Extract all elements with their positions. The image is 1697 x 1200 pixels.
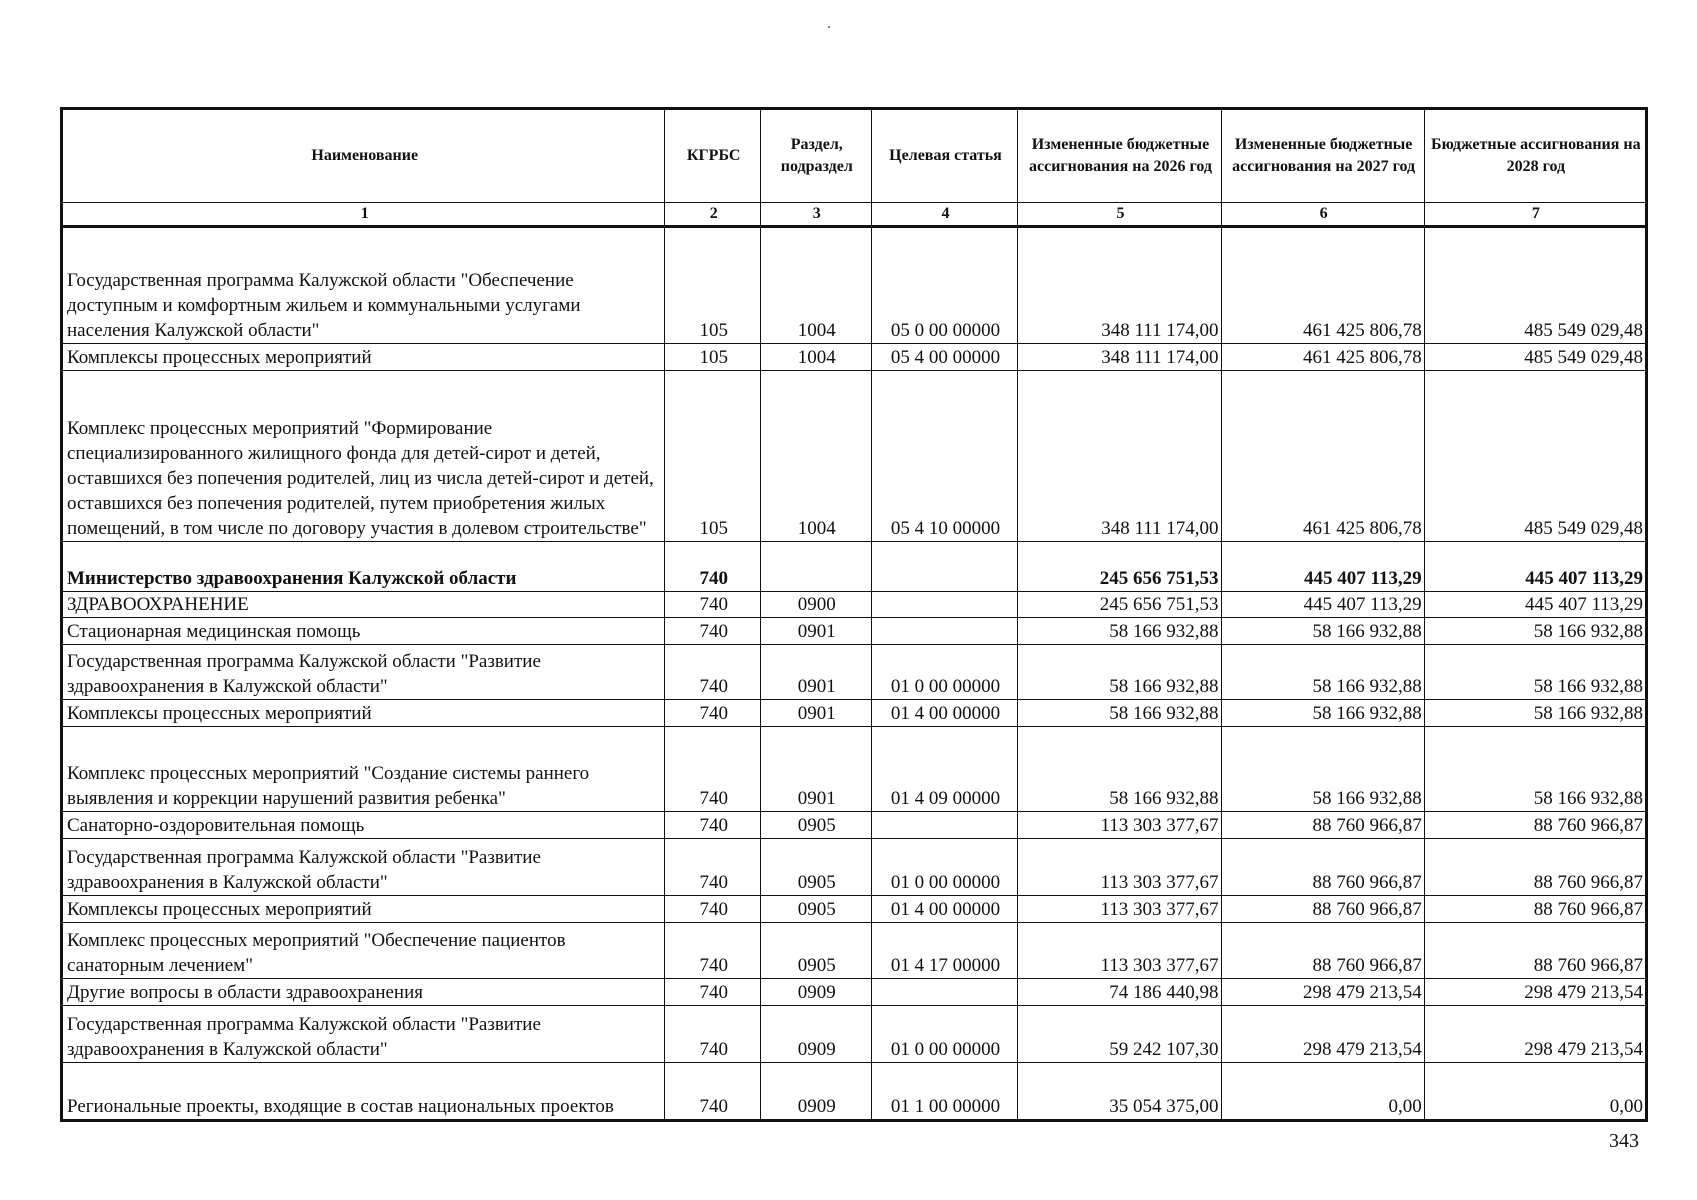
row-section: 0909 bbox=[760, 1006, 871, 1063]
row-kgrbs: 740 bbox=[665, 923, 761, 979]
row-kgrbs: 740 bbox=[665, 1063, 761, 1121]
row-amount-2027: 58 166 932,88 bbox=[1221, 645, 1424, 700]
row-amount-2028: 445 407 113,29 bbox=[1424, 592, 1646, 618]
row-amount-2028: 58 166 932,88 bbox=[1424, 645, 1646, 700]
row-target-article: 01 0 00 00000 bbox=[871, 839, 1018, 896]
row-amount-2028: 485 549 029,48 bbox=[1424, 227, 1646, 344]
row-name: Министерство здравоохранения Калужской области bbox=[62, 542, 665, 592]
row-amount-2028: 88 760 966,87 bbox=[1424, 896, 1646, 923]
row-kgrbs: 740 bbox=[665, 896, 761, 923]
table-row bbox=[62, 727, 1647, 812]
row-amount-2028: 88 760 966,87 bbox=[1424, 812, 1646, 839]
row-name: Комплексы процессных мероприятий bbox=[62, 344, 665, 371]
column-number-row bbox=[62, 203, 1647, 227]
row-target-article: 01 1 00 00000 bbox=[871, 1063, 1018, 1121]
row-kgrbs: 740 bbox=[665, 592, 761, 618]
row-target-article: 01 0 00 00000 bbox=[871, 645, 1018, 700]
page-number: 343 bbox=[1609, 1130, 1639, 1152]
row-name: Региональные проекты, входящие в состав национальных проектов bbox=[62, 1063, 665, 1121]
row-amount-2028: 485 549 029,48 bbox=[1424, 344, 1646, 371]
row-section: 0905 bbox=[760, 812, 871, 839]
row-name: Комплекс процессных мероприятий "Обеспечение пациентов санаторным лечением" bbox=[62, 923, 665, 979]
row-name: Государственная программа Калужской области "Развитие здравоохранения в Калужской области" bbox=[62, 1006, 665, 1063]
row-section: 0901 bbox=[760, 700, 871, 727]
column-number: 3 bbox=[760, 203, 871, 227]
table-row bbox=[62, 542, 1647, 592]
row-name: ЗДРАВООХРАНЕНИЕ bbox=[62, 592, 665, 618]
header-name: Наименование bbox=[62, 109, 665, 203]
row-name: Санаторно-оздоровительная помощь bbox=[62, 812, 665, 839]
row-amount-2026: 113 303 377,67 bbox=[1018, 923, 1221, 979]
row-section: 0909 bbox=[760, 979, 871, 1006]
row-amount-2028: 445 407 113,29 bbox=[1424, 542, 1646, 592]
table-row bbox=[62, 227, 1647, 344]
row-section: 0901 bbox=[760, 727, 871, 812]
row-section: 0900 bbox=[760, 592, 871, 618]
row-section bbox=[760, 542, 871, 592]
row-amount-2026: 113 303 377,67 bbox=[1018, 839, 1221, 896]
row-section: 0909 bbox=[760, 1063, 871, 1121]
row-name: Комплекс процессных мероприятий "Создание системы раннего выявления и коррекции нарушений развития ребенка" bbox=[62, 727, 665, 812]
table-row bbox=[62, 923, 1647, 979]
row-kgrbs: 740 bbox=[665, 700, 761, 727]
row-name: Комплексы процессных мероприятий bbox=[62, 896, 665, 923]
header-row bbox=[62, 109, 1647, 203]
row-amount-2028: 298 479 213,54 bbox=[1424, 1006, 1646, 1063]
header-2028: Бюджетные ассигнования на 2028 год bbox=[1424, 109, 1646, 203]
column-number: 6 bbox=[1221, 203, 1424, 227]
header-target-article: Целевая статья bbox=[871, 109, 1018, 203]
row-kgrbs: 740 bbox=[665, 542, 761, 592]
row-kgrbs: 740 bbox=[665, 812, 761, 839]
table-row bbox=[62, 592, 1647, 618]
row-amount-2027: 445 407 113,29 bbox=[1221, 592, 1424, 618]
header-2026: Измененные бюджетные ассигнования на 2026 год bbox=[1018, 109, 1221, 203]
row-kgrbs: 105 bbox=[665, 227, 761, 344]
row-amount-2027: 461 425 806,78 bbox=[1221, 371, 1424, 542]
row-amount-2028: 58 166 932,88 bbox=[1424, 618, 1646, 645]
row-target-article: 05 4 10 00000 bbox=[871, 371, 1018, 542]
row-amount-2026: 245 656 751,53 bbox=[1018, 592, 1221, 618]
row-section: 1004 bbox=[760, 371, 871, 542]
header-section: Раздел, подраздел bbox=[760, 109, 871, 203]
row-amount-2027: 445 407 113,29 bbox=[1221, 542, 1424, 592]
row-target-article: 01 0 00 00000 bbox=[871, 1006, 1018, 1063]
table-body bbox=[62, 227, 1647, 1121]
row-amount-2026: 113 303 377,67 bbox=[1018, 896, 1221, 923]
row-amount-2026: 58 166 932,88 bbox=[1018, 700, 1221, 727]
row-kgrbs: 740 bbox=[665, 727, 761, 812]
row-amount-2026: 348 111 174,00 bbox=[1018, 371, 1221, 542]
row-amount-2026: 58 166 932,88 bbox=[1018, 727, 1221, 812]
row-amount-2027: 298 479 213,54 bbox=[1221, 979, 1424, 1006]
row-amount-2026: 35 054 375,00 bbox=[1018, 1063, 1221, 1121]
row-amount-2027: 461 425 806,78 bbox=[1221, 227, 1424, 344]
row-section: 1004 bbox=[760, 227, 871, 344]
row-section: 0905 bbox=[760, 923, 871, 979]
row-section: 0905 bbox=[760, 896, 871, 923]
row-section: 0901 bbox=[760, 618, 871, 645]
row-name: Государственная программа Калужской области "Развитие здравоохранения в Калужской области" bbox=[62, 839, 665, 896]
row-amount-2028: 298 479 213,54 bbox=[1424, 979, 1646, 1006]
row-name: Стационарная медицинская помощь bbox=[62, 618, 665, 645]
row-target-article: 05 4 00 00000 bbox=[871, 344, 1018, 371]
row-target-article: 01 4 09 00000 bbox=[871, 727, 1018, 812]
table-row bbox=[62, 344, 1647, 371]
row-name: Государственная программа Калужской области "Развитие здравоохранения в Калужской области" bbox=[62, 645, 665, 700]
row-amount-2026: 348 111 174,00 bbox=[1018, 344, 1221, 371]
row-amount-2026: 58 166 932,88 bbox=[1018, 645, 1221, 700]
budget-table bbox=[60, 107, 1648, 1122]
table-row bbox=[62, 812, 1647, 839]
column-number: 7 bbox=[1424, 203, 1646, 227]
row-amount-2027: 88 760 966,87 bbox=[1221, 896, 1424, 923]
row-target-article bbox=[871, 542, 1018, 592]
row-amount-2026: 113 303 377,67 bbox=[1018, 812, 1221, 839]
row-kgrbs: 740 bbox=[665, 1006, 761, 1063]
row-amount-2027: 0,00 bbox=[1221, 1063, 1424, 1121]
table-row bbox=[62, 371, 1647, 542]
row-target-article bbox=[871, 618, 1018, 645]
row-section: 1004 bbox=[760, 344, 871, 371]
row-amount-2027: 88 760 966,87 bbox=[1221, 839, 1424, 896]
row-amount-2028: 485 549 029,48 bbox=[1424, 371, 1646, 542]
row-amount-2028: 58 166 932,88 bbox=[1424, 727, 1646, 812]
row-amount-2026: 58 166 932,88 bbox=[1018, 618, 1221, 645]
row-target-article bbox=[871, 812, 1018, 839]
table-row bbox=[62, 979, 1647, 1006]
table-row bbox=[62, 1063, 1647, 1121]
row-target-article: 05 0 00 00000 bbox=[871, 227, 1018, 344]
row-name: Государственная программа Калужской области "Обеспечение доступным и комфортным жильем и коммунальными услугами населения Калужской области" bbox=[62, 227, 665, 344]
row-name: Комплекс процессных мероприятий "Формирование специализированного жилищного фонда для детей-сирот и детей, оставшихся без попечения родителей, лиц из числа детей-сирот и детей, оставшихся без попечения родителей, путем приобретения жилых помещений, в том числе по договору участия в долевом строительстве" bbox=[62, 371, 665, 542]
row-amount-2026: 59 242 107,30 bbox=[1018, 1006, 1221, 1063]
row-amount-2027: 461 425 806,78 bbox=[1221, 344, 1424, 371]
row-section: 0905 bbox=[760, 839, 871, 896]
row-amount-2026: 348 111 174,00 bbox=[1018, 227, 1221, 344]
table-row bbox=[62, 700, 1647, 727]
row-name: Комплексы процессных мероприятий bbox=[62, 700, 665, 727]
column-number: 4 bbox=[871, 203, 1018, 227]
row-target-article bbox=[871, 979, 1018, 1006]
row-amount-2028: 88 760 966,87 bbox=[1424, 839, 1646, 896]
row-amount-2027: 58 166 932,88 bbox=[1221, 727, 1424, 812]
row-kgrbs: 105 bbox=[665, 344, 761, 371]
row-target-article: 01 4 00 00000 bbox=[871, 700, 1018, 727]
table-header bbox=[62, 109, 1647, 227]
row-name: Другие вопросы в области здравоохранения bbox=[62, 979, 665, 1006]
row-amount-2027: 58 166 932,88 bbox=[1221, 618, 1424, 645]
row-amount-2027: 88 760 966,87 bbox=[1221, 923, 1424, 979]
table-row bbox=[62, 618, 1647, 645]
row-kgrbs: 740 bbox=[665, 839, 761, 896]
row-amount-2027: 298 479 213,54 bbox=[1221, 1006, 1424, 1063]
column-number: 1 bbox=[62, 203, 665, 227]
column-number: 2 bbox=[665, 203, 761, 227]
row-kgrbs: 740 bbox=[665, 618, 761, 645]
header-2027: Измененные бюджетные ассигнования на 2027 год bbox=[1221, 109, 1424, 203]
row-section: 0901 bbox=[760, 645, 871, 700]
table-row bbox=[62, 839, 1647, 896]
table-row bbox=[62, 896, 1647, 923]
row-kgrbs: 105 bbox=[665, 371, 761, 542]
row-amount-2028: 0,00 bbox=[1424, 1063, 1646, 1121]
row-target-article: 01 4 00 00000 bbox=[871, 896, 1018, 923]
scan-speck bbox=[828, 26, 830, 28]
table-row bbox=[62, 1006, 1647, 1063]
row-amount-2026: 245 656 751,53 bbox=[1018, 542, 1221, 592]
row-kgrbs: 740 bbox=[665, 979, 761, 1006]
row-amount-2028: 58 166 932,88 bbox=[1424, 700, 1646, 727]
row-target-article: 01 4 17 00000 bbox=[871, 923, 1018, 979]
table-row bbox=[62, 645, 1647, 700]
header-kgrbs: КГРБС bbox=[665, 109, 761, 203]
row-amount-2027: 58 166 932,88 bbox=[1221, 700, 1424, 727]
column-number: 5 bbox=[1018, 203, 1221, 227]
row-target-article bbox=[871, 592, 1018, 618]
row-kgrbs: 740 bbox=[665, 645, 761, 700]
row-amount-2026: 74 186 440,98 bbox=[1018, 979, 1221, 1006]
row-amount-2027: 88 760 966,87 bbox=[1221, 812, 1424, 839]
row-amount-2028: 88 760 966,87 bbox=[1424, 923, 1646, 979]
